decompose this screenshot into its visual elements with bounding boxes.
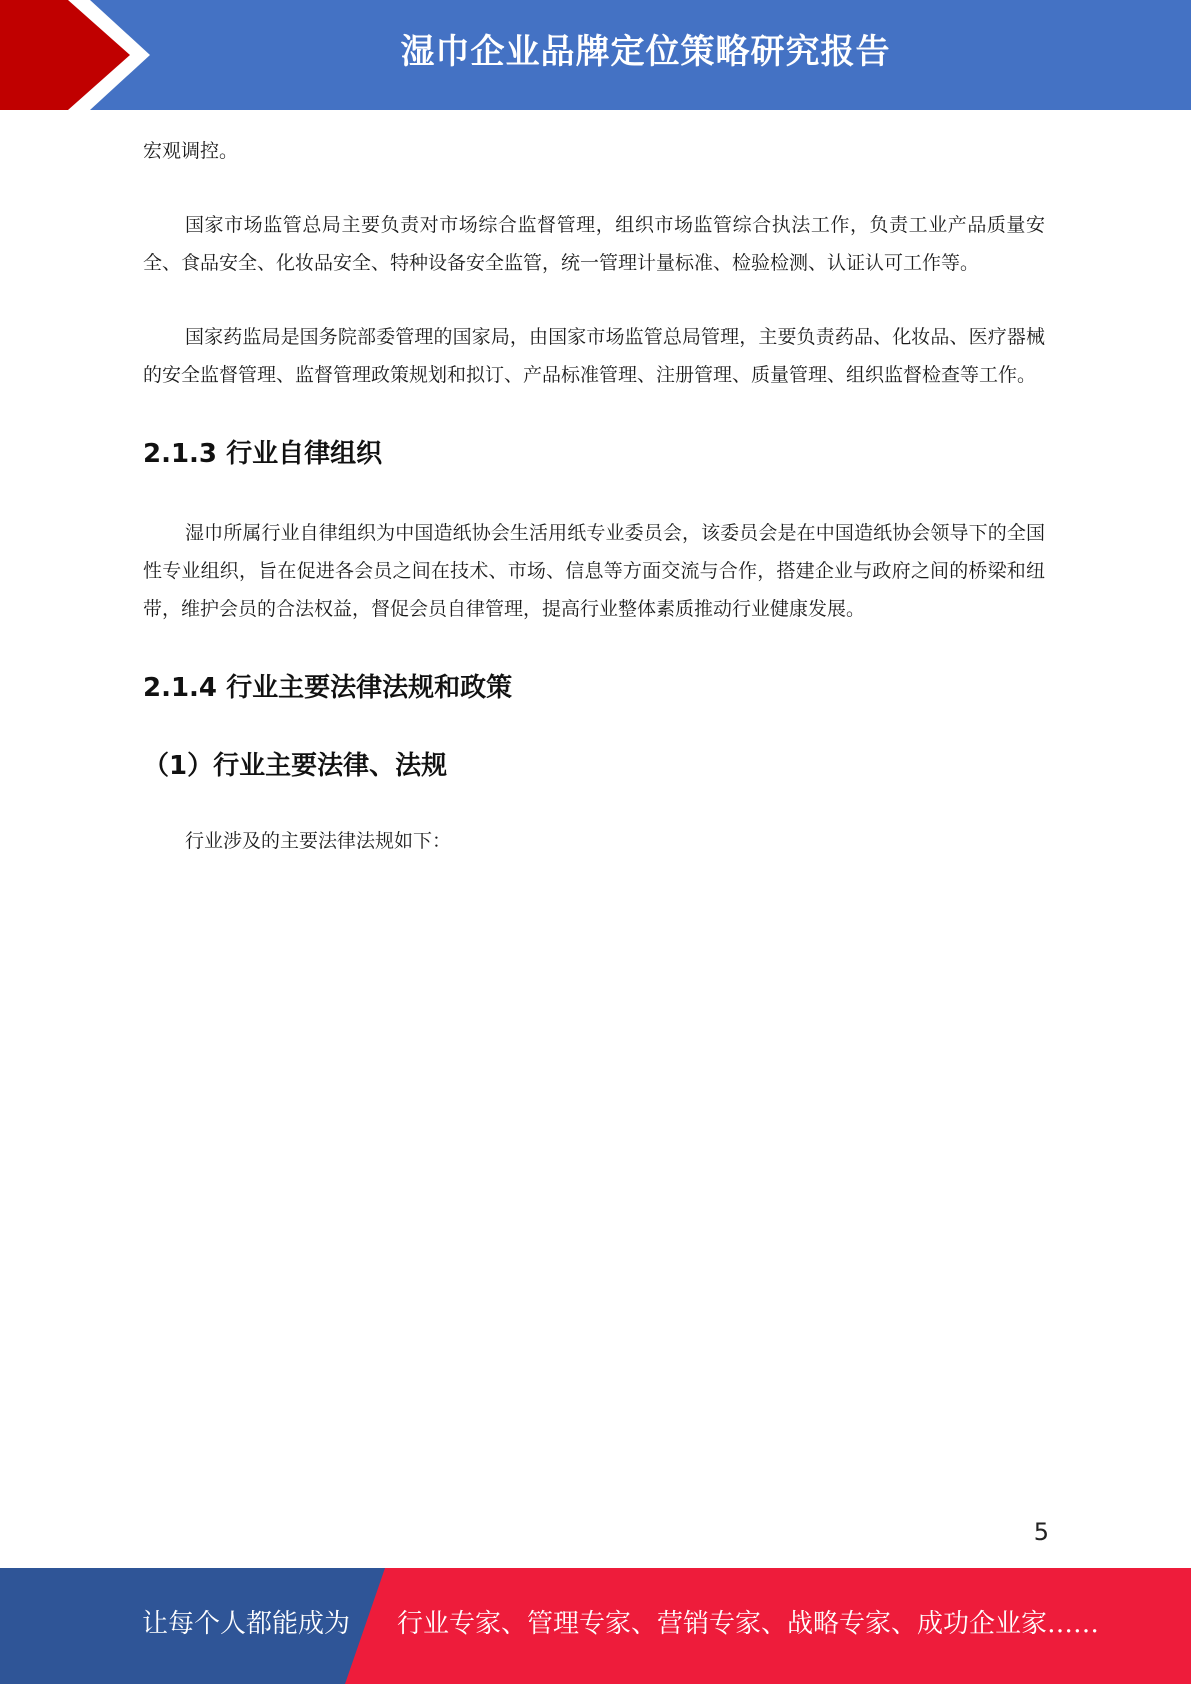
- page-number: 5: [1033, 1518, 1049, 1546]
- paragraph-continuation: 宏观调控。: [143, 140, 239, 162]
- page-footer: [0, 1568, 1191, 1684]
- page-header: [0, 0, 1191, 110]
- paragraph-market-regulation: 国家市场监管总局主要负责对市场综合监督管理，组织市场监管综合执法工作，负责工业产品质量安全、食品安全、化妆品安全、特种设备安全监管，统一管理计量标准、检验检测、认证认可工作等。: [143, 214, 1045, 274]
- section-heading-2-1-4: 2.1.4 行业主要法律法规和政策: [143, 673, 513, 703]
- section-heading-2-1-3: 2.1.3 行业自律组织: [143, 439, 383, 469]
- document-title: 湿巾企业品牌定位策略研究报告: [400, 32, 891, 72]
- paragraph-drug-administration: 国家药监局是国务院部委管理的国家局，由国家市场监管总局管理，主要负责药品、化妆品、医疗器械的安全监督管理、监督管理政策规划和拟订、产品标准管理、注册管理、质量管理、组织监督检查等工作。: [143, 326, 1045, 386]
- footer-slogan-right: 行业专家、管理专家、营销专家、战略专家、成功企业家……: [397, 1609, 1100, 1639]
- paragraph-laws-intro: 行业涉及的主要法律法规如下：: [185, 830, 452, 852]
- footer-slogan-left: 让每个人都能成为: [142, 1609, 351, 1639]
- subsection-heading-laws: （1）行业主要法律、法规: [143, 751, 448, 781]
- paragraph-industry-association: 湿巾所属行业自律组织为中国造纸协会生活用纸专业委员会，该委员会是在中国造纸协会领导下的全国性专业组织，旨在促进各会员之间在技术、市场、信息等方面交流与合作，搭建企业与政府之间的桥梁和纽带，维护会员的合法权益，督促会员自律管理，提高行业整体素质推动行业健康发展。: [143, 522, 1045, 620]
- document-body: [143, 132, 1045, 860]
